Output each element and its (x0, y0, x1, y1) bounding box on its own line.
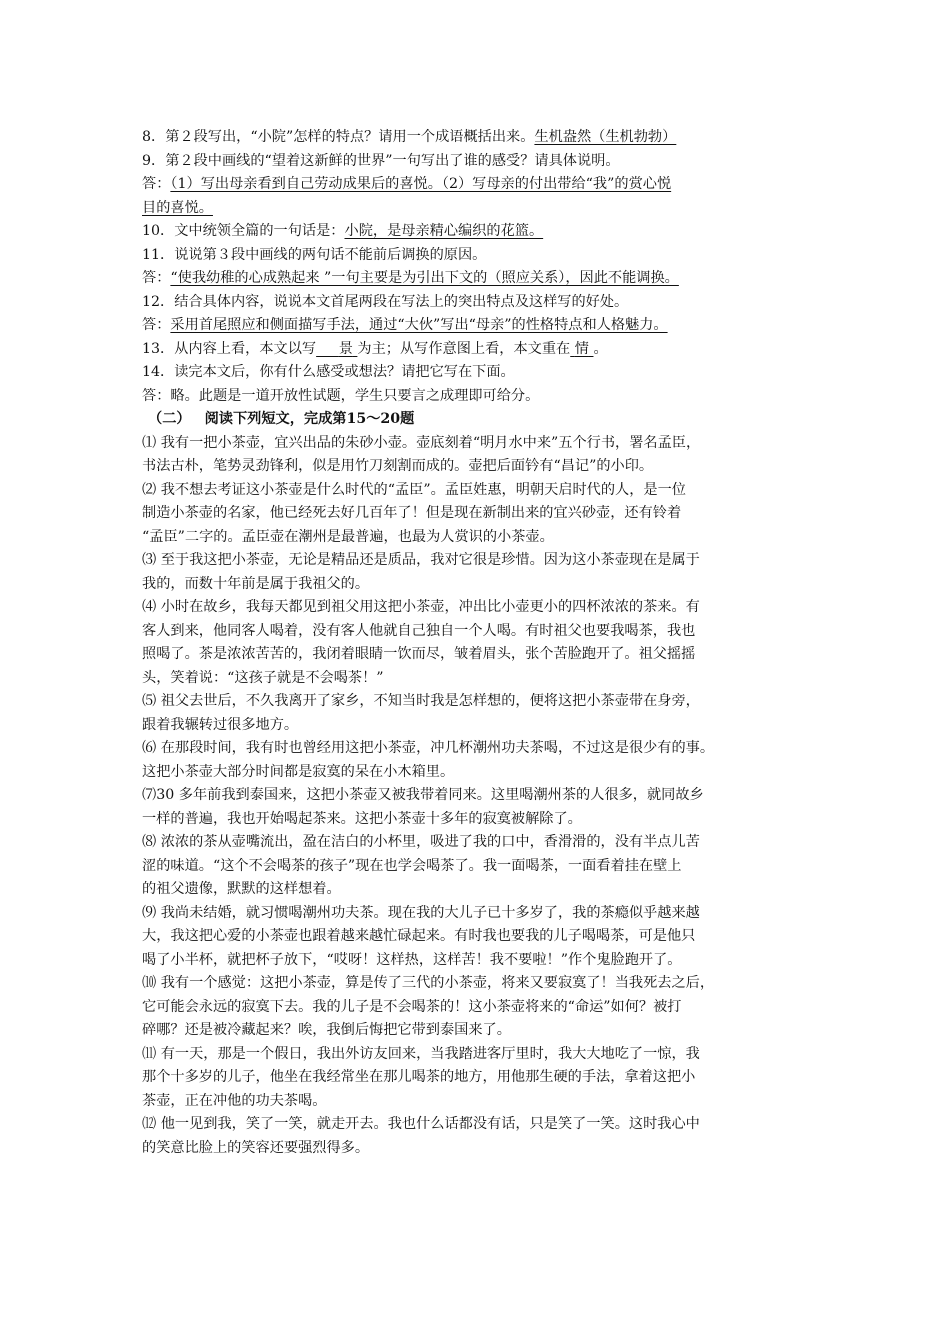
question-9-answer-1: （1）写出母亲看到自己劳动成果后的喜悦。（2）写母亲的付出带给“我”的赏心悦 (170, 176, 672, 192)
question-9-answer-line-1 (142, 173, 814, 197)
passage-line: ⑸ 祖父去世后，不久我离开了家乡，不知当时我是怎样想的，便将这把小茶壶带在身旁， (142, 693, 700, 709)
passage-line: 书法古朴，笔势灵劲锋利，似是用竹刀刻割而成的。壶把后面钤有“昌记”的小印。 (142, 458, 654, 474)
section-2-heading (142, 408, 814, 432)
question-12-answer: 采用首尾照应和侧面描写手法，通过“大伙”写出“母亲”的性格特点和人格魅力。 (170, 317, 668, 333)
question-13-blank-1 (316, 341, 357, 357)
question-9 (142, 150, 814, 174)
question-13-text-c: 。 (593, 340, 608, 357)
passage-line: 我的，而数十年前是属于我祖父的。 (142, 575, 370, 592)
passage-line: “孟臣”二字的。孟臣壶在潮州是最普遍，也最为人赏识的小茶壶。 (142, 528, 554, 545)
passage-line: ⑴ 我有一把小茶壶，宜兴出品的朱砂小壶。壶底刻着“明月水中来”五个行书，署名孟臣， (142, 434, 701, 451)
passage-line: 跟着我辗转过很多地方。 (142, 716, 299, 733)
question-10-text: 10．文中统领全篇的一句话是： (142, 223, 345, 239)
question-12-text: 12．结合具体内容，说说本文首尾两段在写法上的突出特点及这样写的好处。 (142, 293, 629, 310)
question-11-text: 11．说说第３段中画线的两句话不能前后调换的原因。 (142, 246, 487, 263)
question-11-answer: “使我幼稚的心成熟起来 ”一句主要是为引出下文的（照应关系），因此不能调换。 (170, 270, 679, 286)
passage-line: 一样的普遍，我也开始喝起茶来。这把小茶壶十多年的寂寞被解除了。 (142, 810, 582, 827)
section-2-number: （二） (148, 411, 191, 427)
question-9-text: 9．第２段中画线的“望着这新鲜的世界”一句写出了谁的感受？请具体说明。 (142, 152, 620, 169)
question-10-answer: 小院，是母亲精心编织的花篮。 (344, 223, 544, 239)
question-8-answer: 生机盎然（生机勃勃） (534, 129, 677, 145)
passage-line: 照喝了。茶是浓浓苦苦的，我闭着眼睛一饮而尽，皱着眉头，张个苦脸跑开了。祖父摇摇 (142, 646, 696, 662)
question-14 (142, 361, 814, 385)
question-13-answer-1: 景 (338, 340, 353, 357)
question-12-answer-line (142, 314, 814, 338)
answer-prefix: 答： (142, 270, 171, 286)
passage-line: ⑵ 我不想去考证这小茶壶是什么时代的“孟臣”。孟臣姓惠，明朝天启时代的人，是一位 (142, 481, 686, 498)
question-11-answer-line (142, 267, 814, 291)
question-8 (142, 126, 814, 150)
passage-line: ⑾ 有一天，那是一个假日，我出外访友回来，当我踏进客厅里时，我大大地吃了一惊，我 (142, 1045, 700, 1062)
passage-line: ⑼ 我尚未结婚，就习惯喝潮州功夫茶。现在我的大儿子已十多岁了，我的茶瘾似乎越来越 (142, 904, 700, 921)
question-14-answer: 答：略。此题是一道开放性试题，学生只要言之成理即可给分。 (142, 387, 540, 404)
passage-line: ⑻ 浓浓的茶从壶嘴流出，盈在洁白的小杯里，吸进了我的口中，香滑滑的，没有半点儿苦 (142, 834, 700, 850)
question-13-text-a: 13．从内容上看，本文以写 (142, 340, 317, 357)
question-12 (142, 291, 814, 315)
passage-line: 大，我这把心爱的小茶壶也跟着越来越忙碌起来。有时我也要我的儿子喝喝茶，可是他只 (142, 928, 696, 944)
passage-line: 头，笑着说：“这孩子就是不会喝茶！” (142, 669, 384, 686)
passage-line: ⑹ 在那段时间，我有时也曾经用这把小茶壶，冲几杯潮州功夫茶喝，不过这是很少有的事。 (142, 740, 715, 756)
passage-line: 它可能会永远的寂寞下去。我的儿子是不会喝茶的！这小茶壶将来的“命运”如何？被打 (142, 998, 682, 1015)
question-13-answer-2: 情 (574, 340, 589, 357)
passage-line: 客人到来，他同客人喝着，没有客人他就自己独自一个人喝。有时祖父也要我喝茶，我也 (142, 622, 696, 639)
passage-line: ⑷ 小时在故乡，我每天都见到祖父用这把小茶壶，冲出比小壶更小的四杯浓浓的茶来。有 (142, 599, 700, 615)
question-13-blank-2 (570, 341, 593, 357)
question-14-text: 14．读完本文后，你有什么感受或想法？请把它写在下面。 (142, 364, 515, 380)
question-13 (142, 338, 814, 362)
question-8-text: 8．第２段写出，“小院”怎样的特点？请用一个成语概括出来。 (142, 129, 535, 145)
passage-line: 碎哪？还是被冷藏起来？唉，我倒后悔把它带到泰国来了。 (142, 1022, 511, 1038)
passage-line: 茶壶，正在冲他的功夫茶喝。 (142, 1092, 327, 1109)
section-2-title: 阅读下列短文，完成第15～20题 (204, 411, 415, 427)
passage-line: 喝了小半杯，就把杯子放下，“哎呀！这样热，这样苦！我不要啦！”作个鬼脸跑开了。 (142, 951, 682, 968)
passage (142, 432, 814, 1161)
question-13-text-b: 为主；从写作意图上看，本文重在 (357, 340, 571, 357)
passage-line: ⑽ 我有一个感觉：这把小茶壶，算是传了三代的小茶壶，将来又要寂寞了！当我死去之后， (142, 975, 715, 991)
passage-line: 涩的味道。“这个不会喝茶的孩子”现在也学会喝茶了。我一面喝茶，一面看着挂在壁上 (142, 857, 682, 874)
passage-line: 这把小茶壶大部分时间都是寂寞的呆在小木箱里。 (142, 763, 455, 780)
answer-prefix: 答： (142, 176, 171, 192)
passage-line: 那个十多岁的儿子，他坐在我经常坐在那儿喝茶的地方，用他那生硬的手法，拿着这把小 (142, 1069, 696, 1085)
passage-line: 的笑意比脸上的笑容还要强烈得多。 (142, 1139, 370, 1156)
question-11 (142, 244, 814, 268)
passage-line: ⑿ 他一见到我，笑了一笑，就走开去。我也什么话都没有话，只是笑了一笑。这时我心中 (142, 1116, 700, 1132)
passage-line: ⑶ 至于我这把小茶壶，无论是精品还是质品，我对它很是珍惜。因为这小茶壶现在是属于 (142, 552, 700, 568)
answer-prefix: 答： (142, 317, 171, 333)
question-9-answer-2: 目的喜悦。 (142, 199, 213, 216)
document-page (142, 126, 814, 1160)
passage-line: ⑺30 多年前我到泰国来，这把小茶壶又被我带着同来。这里喝潮州茶的人很多，就同故乡 (142, 787, 704, 803)
question-10 (142, 220, 814, 244)
passage-line: 的祖父遗像，默默的这样想着。 (142, 881, 341, 897)
passage-line: 制造小茶壶的名家，他已经死去好几百年了！但是现在新制出来的宜兴砂壶，还有铃着 (142, 505, 682, 521)
question-9-answer-line-2 (142, 197, 814, 221)
